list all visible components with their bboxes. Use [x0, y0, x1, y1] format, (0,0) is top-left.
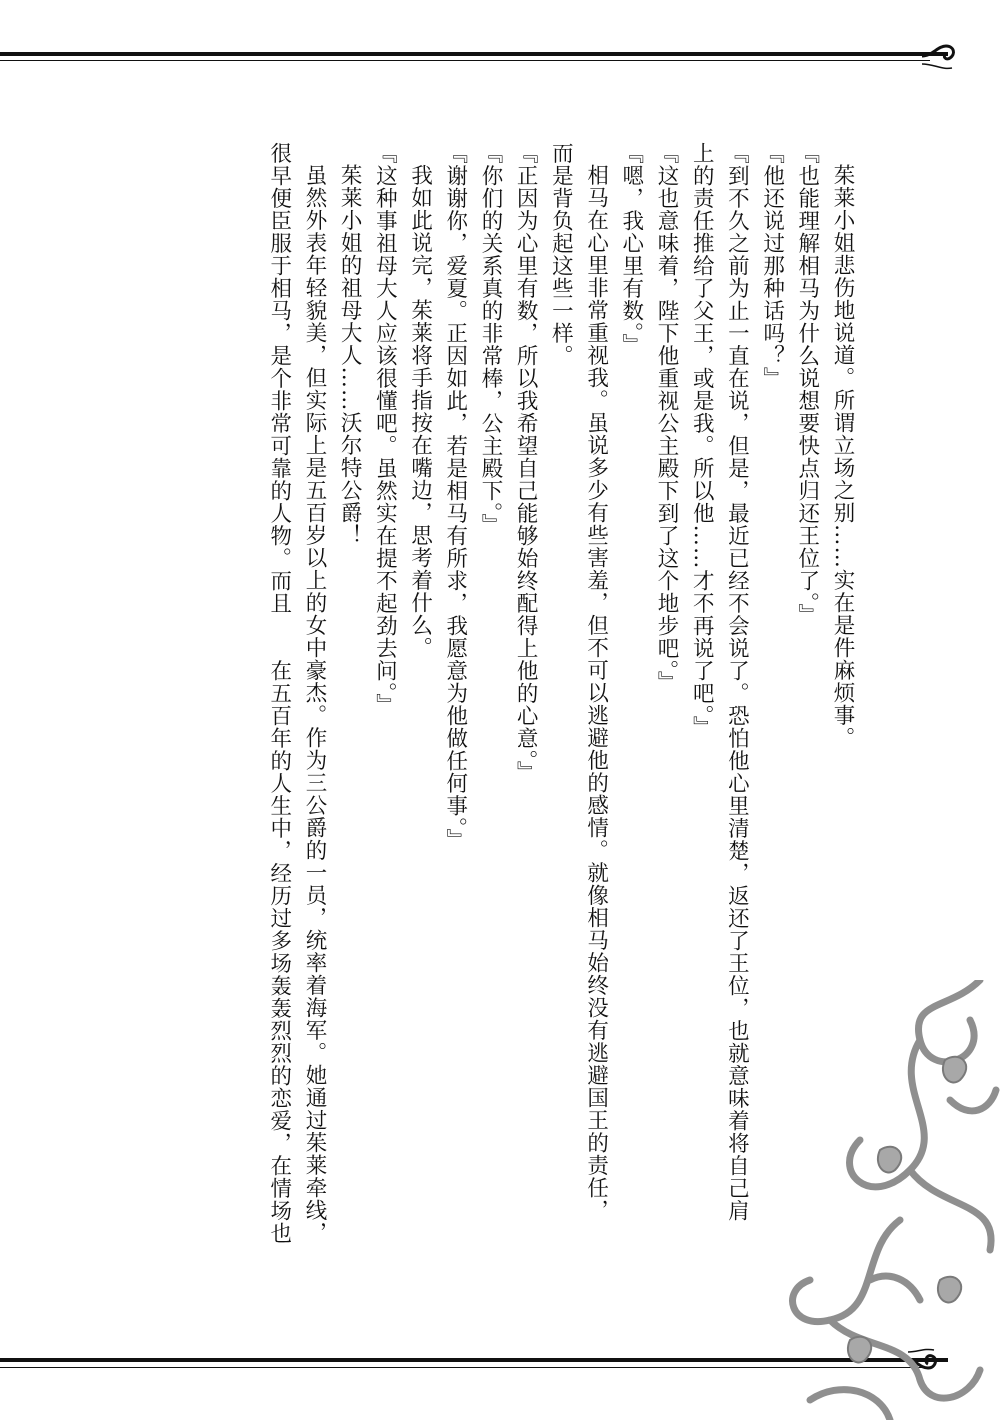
text-line: 我如此说完，茱莱将手指按在嘴边，思考着什么。 — [407, 163, 433, 659]
scroll-end-icon — [920, 40, 960, 76]
text-line: 茱莱小姐的祖母大人……沃尔特公爵！ — [337, 163, 363, 546]
text-line: 虽然外表年轻貌美，但实际上是五百岁以上的女中豪杰。作为三公爵的一员，统率着海军。她通过茱莱牵线， — [301, 163, 327, 1244]
top-border-rule — [0, 52, 948, 56]
text-line: 很早便臣服于相马，是个非常可靠的人物。而且 在五百年的人生中，经历过多场轰轰烈烈的恋爱，在情场也 — [266, 142, 292, 1245]
text-line: 而是背负起这些一样。 — [548, 142, 574, 367]
text-line: 『正因为心里有数，所以我希望自己能够始终配得上他的心意。』 — [513, 142, 539, 784]
text-line: 『他还说过那种话吗？』 — [759, 142, 785, 390]
text-line: 『到不久之前为止一直在说，但是，最近已经不会说了。恐怕他心里清楚，返还了王位，也就意味着将自己肩 — [724, 142, 750, 1222]
text-line: 『嗯，我心里有数。』 — [618, 142, 644, 357]
text-line: 『这也意味着，陛下他重视公主殿下到了这个地步吧。』 — [653, 142, 679, 694]
text-line: 上的责任推给了父王，或是我。所以他……才不再说了吧。』 — [689, 142, 715, 739]
floral-scroll-icon — [770, 980, 1000, 1420]
text-line: 『你们的关系真的非常棒，公主殿下。』 — [477, 142, 503, 537]
text-line: 『也能理解相马为什么说想要快点归还王位了。』 — [794, 142, 820, 627]
text-line: 『这种事祖母大人应该很懂吧。虽然实在提不起劲去问。』 — [372, 142, 398, 717]
text-line: 『谢谢你，爱夏。正因如此，若是相马有所求，我愿意为他做任何事。』 — [442, 142, 468, 852]
text-line: 茱莱小姐悲伤地说道。所谓立场之别……实在是件麻烦事。 — [830, 163, 855, 749]
top-border-thin-rule — [0, 60, 930, 61]
text-line: 相马在心里非常重视我。虽说多少有些害羞，但不可以逃避他的感情。就像相马始终没有逃避国王的责任， — [583, 163, 609, 1221]
